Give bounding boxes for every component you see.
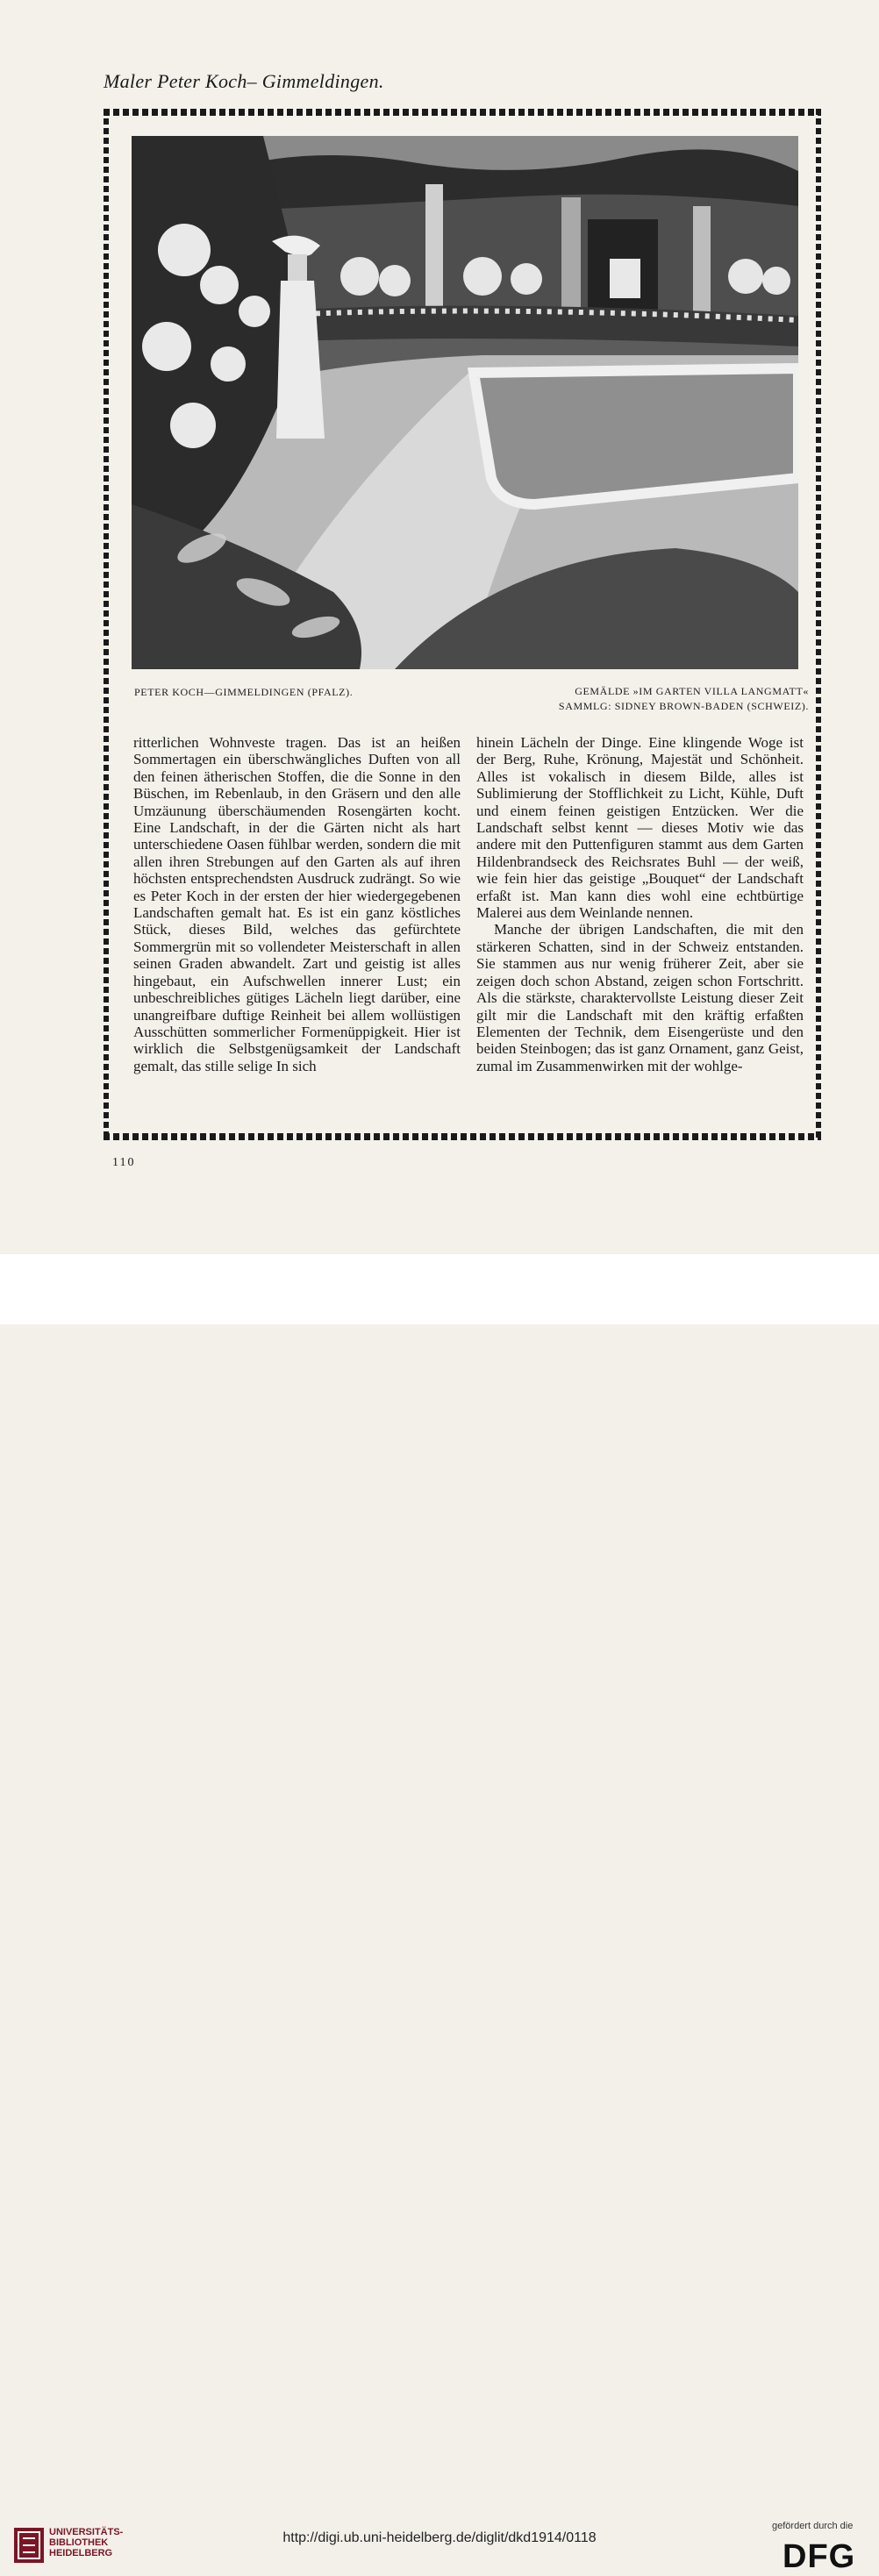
border-top <box>104 109 821 116</box>
permalink-url[interactable]: http://digi.ub.uni-heidelberg.de/diglit/dkd1914/0118 <box>282 2530 597 2545</box>
paragraph: hinein Lächeln der Dinge. Eine klingende Woge ist der Berg, Ruhe, Krönung, Majestät und Schönheit. Alles ist vokalisch in diesem Bilde, alles ist Sublimierung der Stofflichkeit zu Licht, Kühle, Duft und einem feinen geistigen Entzücken. Wer die Landschaft selbst kennt — dieses Motiv wie das andere mit den Puttenfiguren stammt aus dem Garten Hildenbrandseck des Reichsrates Buhl — der weiß, wie fein hier das geistige „Bouquet“ der Landschaft erfaßt ist. Man kann dies wohl eine echtbürtige Malerei aus dem Weinlande nennen. <box>476 734 804 922</box>
border-left <box>104 109 109 1140</box>
paragraph: Manche der übrigen Landschaften, die mit den stärkeren Schatten, sind in der Schweiz entstanden. Sie stammen aus nur wenig früherer Zeit, aber sie zeigen doch schon Abstand, zeigen schon Fortschritt. Als die stärkste, charaktervollste Leistung dieser Zeit gilt mir die Landschaft mit den kräftig erfaßten Elementen der Technik, dem Eisengerüste und den beiden Steinbogen; das ist ganz Ornament, ganz Geist, zumal im Zusammenwirken mit der wohlge- <box>476 921 804 1074</box>
library-line3: HEIDELBERG <box>49 2548 113 2558</box>
library-line2: BIBLIOTHEK <box>49 2537 109 2548</box>
funding-label: gefördert durch die <box>772 2521 854 2531</box>
border-bottom <box>104 1133 821 1140</box>
library-line1: UNIVERSITÄTS- <box>49 2527 124 2537</box>
caption-right-line2: SAMMLG: SIDNEY BROWN-BADEN (SCHWEIZ). <box>558 700 809 712</box>
running-header: Maler Peter Koch– Gimmeldingen. <box>104 70 384 92</box>
figure-caption-left: PETER KOCH—GIMMELDINGEN (PFALZ). <box>134 686 354 698</box>
garden-painting-image <box>132 136 798 669</box>
document-page <box>0 0 879 1254</box>
border-right <box>816 109 821 1140</box>
dfg-logo[interactable]: DFG <box>783 2538 856 2575</box>
figure-caption-right <box>440 684 809 714</box>
caption-right-line1: GEMÄLDE »IM GARTEN VILLA LANGMATT« <box>575 685 809 697</box>
page-number: 110 <box>112 1156 136 1169</box>
viewer-footer <box>0 1254 879 2575</box>
paragraph: ritterlichen Wohnveste tragen. Das ist an heißen Sommertagen ein überschwängliches Duften von all den feinen ätherischen Stoffen, die die Sonne in den Büschen, im Rebenlaub, in den Gräsern und den alle Umzäunung überschäumenden Rosengärten kocht. Eine Landschaft, in der die Gärten nicht als hart unterschiedene Oasen fühlbar werden, sondern die mit allen ihren Strebungen auf den Garten als auf ihren höchsten entsprechendsten Ausdruck zudrängt. So wie es Peter Koch in der ersten der hier wiedergegebenen Landschaften gemalt hat. Es ist ein ganz köstliches Stück, dieses Bild, welches das gefürchtete Sommergrün mit so vollendeter Meisterschaft in allen seinen Graden abwandelt. Zart und geistig ist alles hingebaut, ein Aufschwellen innerer Lust; ein unbeschreibliches gütiges Lächeln liegt darüber, eine unangreifbare duftige Reinheit bei allem wollüstigen Ausschütten sommerlicher Formenüppigkeit. Hier ist wirklich die Selbstgenügsamkeit der Landschaft gemalt, das stille selige In sich <box>133 734 461 1074</box>
text-column-left <box>133 734 461 1074</box>
text-column-right <box>476 734 804 1074</box>
